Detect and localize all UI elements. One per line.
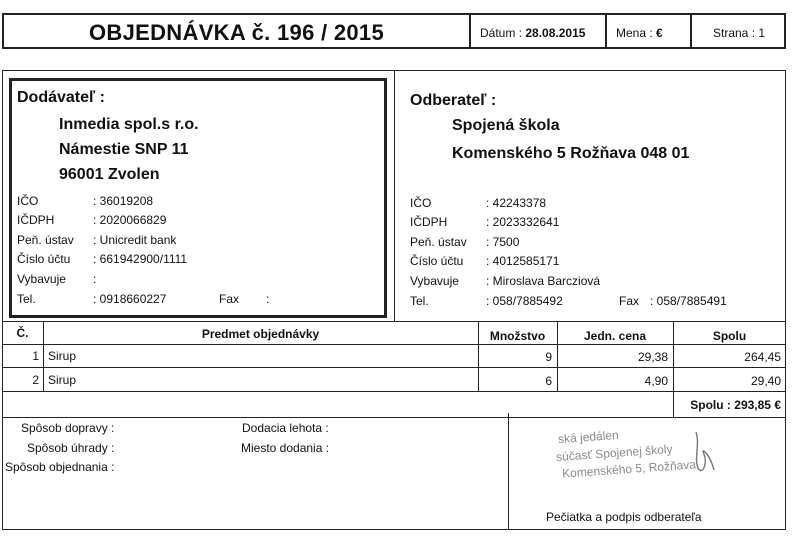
- supplier-ico-value: : 36019208: [93, 194, 154, 208]
- customer-handler-label: Vybavuje: [410, 274, 459, 288]
- delivery-term-label: Dodacia lehota :: [242, 421, 329, 435]
- customer-handler-value: : Miroslava Barcziová: [486, 274, 601, 288]
- row-1-total: 264,45: [744, 350, 781, 364]
- transport-label: Spôsob dopravy :: [21, 421, 115, 435]
- currency-label: Mena :: [616, 26, 653, 40]
- supplier-ico-label: IČO: [17, 194, 39, 208]
- customer-tel-label: Tel.: [410, 294, 429, 308]
- stamp-line: Komenského 5, Rožňava: [561, 457, 697, 481]
- supplier-account-value: : 661942900/1111: [93, 252, 188, 266]
- customer-fax-label: Fax: [619, 294, 640, 308]
- supplier-bank-value: : Unicredit bank: [93, 233, 177, 247]
- customer-ico-value: : 42243378: [486, 196, 547, 210]
- row-1-subject: Sirup: [48, 349, 77, 363]
- page-value: 1: [758, 26, 766, 40]
- customer-icdph-label: IČDPH: [410, 215, 448, 229]
- supplier-account-label: Číslo účtu: [17, 252, 71, 266]
- supplier-tel-value: : 0918660227: [93, 292, 167, 306]
- row-1-num: 1: [32, 349, 39, 363]
- customer-bank-value: : 7500: [486, 235, 520, 249]
- grand-total: [673, 398, 781, 412]
- parties-divider: [394, 71, 395, 321]
- customer-address: Komenského 5 Rožňava 048 01: [452, 145, 690, 162]
- table-row-divider: [2, 367, 786, 368]
- customer-stamp: [548, 424, 738, 494]
- supplier-name: Inmedia spol.s r.o.: [59, 116, 199, 133]
- supplier-tel-label: Tel.: [17, 292, 36, 306]
- row-2-num: 2: [32, 373, 39, 387]
- customer-icdph-value: : 2023332641: [486, 215, 560, 229]
- date-field: [480, 26, 585, 40]
- customer-tel-value: : 058/7885492: [486, 294, 563, 308]
- supplier-handler-label: Vybavuje: [17, 272, 66, 286]
- signature-icon: [548, 424, 738, 494]
- currency-box: [606, 13, 692, 49]
- currency-field: [616, 26, 663, 40]
- supplier-heading: Dodávateľ :: [17, 89, 105, 106]
- order-title-box: [2, 13, 471, 49]
- row-1-unit-price: 29,38: [637, 350, 668, 364]
- order-method-label: Spôsob objednania :: [5, 460, 115, 474]
- supplier-handler-value: :: [93, 272, 97, 286]
- page-label: Strana :: [713, 26, 756, 40]
- col-header-qty: Množstvo: [489, 329, 546, 343]
- supplier-fax-value: :: [266, 292, 270, 306]
- signature-label: Pečiatka a podpis odberateľa: [546, 510, 702, 524]
- col-header-total: Spolu: [712, 329, 747, 343]
- customer-heading: Odberateľ :: [410, 92, 497, 109]
- table-row-divider: [2, 391, 786, 392]
- col-header-unit-price: Jedn. cena: [583, 329, 647, 343]
- row-2-total: 29,40: [750, 374, 781, 388]
- supplier-fax-label: Fax: [219, 292, 240, 306]
- stamp-line: ská jedálen: [557, 427, 620, 447]
- col-header-num: Č.: [16, 326, 29, 340]
- table-header-divider: [2, 344, 786, 345]
- grand-total-value: 293,85 €: [734, 398, 781, 412]
- customer-fax-value: : 058/7885491: [650, 294, 727, 308]
- stamp-line: súčasť Spojenej školy: [555, 441, 673, 465]
- supplier-street: Námestie SNP 11: [59, 141, 189, 158]
- customer-account-value: : 4012585171: [486, 254, 560, 268]
- page-box: [691, 13, 786, 49]
- customer-bank-label: Peň. ústav: [410, 235, 467, 249]
- row-2-subject: Sirup: [48, 373, 77, 387]
- supplier-icdph-label: IČDPH: [17, 213, 55, 227]
- currency-value: €: [656, 26, 663, 40]
- page-field: [713, 26, 765, 40]
- row-2-qty: 6: [545, 374, 552, 388]
- customer-account-label: Číslo účtu: [410, 254, 464, 268]
- row-2-unit-price: 4,90: [644, 374, 668, 388]
- order-title: OBJEDNÁVKA č. 196 / 2015: [89, 20, 384, 45]
- supplier-city: 96001 Zvolen: [59, 166, 160, 183]
- date-value: 28.08.2015: [525, 26, 586, 40]
- grand-total-label: Spolu :: [690, 398, 731, 412]
- date-label: Dátum :: [480, 26, 523, 40]
- date-box: [470, 13, 607, 49]
- col-header-subject: Predmet objednávky: [201, 327, 320, 341]
- row-1-qty: 9: [545, 350, 552, 364]
- customer-name: Spojená škola: [452, 117, 560, 134]
- supplier-bank-label: Peň. ústav: [17, 233, 74, 247]
- payment-label: Spôsob úhrady :: [27, 441, 115, 455]
- delivery-place-label: Miesto dodania :: [241, 441, 330, 455]
- customer-ico-label: IČO: [410, 196, 432, 210]
- supplier-icdph-value: : 2020066829: [93, 213, 167, 227]
